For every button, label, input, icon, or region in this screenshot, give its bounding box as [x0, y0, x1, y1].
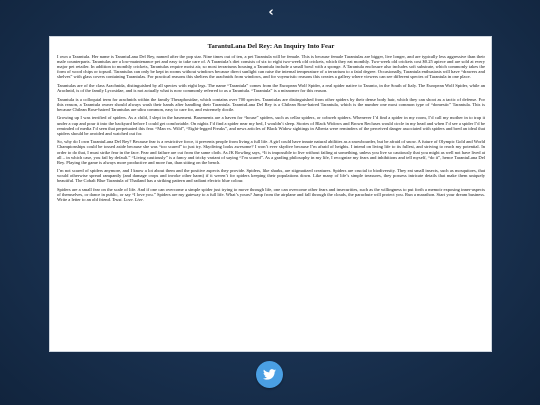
post-title: TarantuLana Del Rey: An Inquiry Into Fear: [207, 43, 335, 50]
twitter-share-button[interactable]: [256, 361, 283, 388]
post-paragraph: So, why do I own TarantuLana Del Rey? Because fear is a restrictive force, it prevents people from living a full life. A girl could have innate natural abilities as a snowboarder, but be afraid of snow. A future of Olympic Gold and World Championships could be tossed aside because she was “too scared” to just try. Skydiving looks awesome? I won’t ever skydive because I’m afraid of heights. I intend on living life to its fullest, and striving to reach my potential. In order to do that, I must strike fear in the face. Fear and failure are cut from the same cloth. As JK Rowling says, “It is impossible to live without failing at something, unless you live so cautiously that you might as well not have lived at all – in which case, you fail by default.” “Living cautiously” is a fancy and tricky variant of saying “I’m scared”. As a grading philosophy in my life, I recognize my fears and inhibitions and tell myself, “do it”, hence TarantuLana Del Rey. Playing the game is always more productive and more fun, than sitting on the bench.: [57, 139, 485, 165]
post-paragraph: I own a Tarantula. Her name is TarantuLana Del Rey, named after the pop star. Nine times out of ten, a pet Tarantula will be female. This is because female Tarantulas are bigger, live longer, and are typically less aggressive than their male counterparts. Tarantulas are a low-maintenance pet and easy to take care of. A Tarantula’s diet consists of six to eight two-week old crickets, which they eat monthly. Two-week old crickets cost $0.25 apiece and are sold at every major pet retailer. In addition to monthly crickets, Tarantulas require moist air, so most terrariums housing a Tarantula include a small bowl with a sponge. A Tarantula enclosure also includes soft substrate, which commonly takes the form of wood chips or topsoil. Tarantulas can only be kept in rooms without windows because direct sunlight can raise the internal temperature of a terrarium to a fatal degree. Occasionally, Tarantula enthusiasts will have “drawers and shelves” with glass covers containing Tarantulas. For practical reasons this shelters the arachnids from windows, and for voyeuristic reasons this creates a gallery where viewers can see different species of Tarantula in one place.: [57, 54, 485, 80]
twitter-bird-icon: [263, 369, 276, 380]
post-paragraph: Tarantula is a colloquial term for arachnids within the family Theraphosidae, which contains over 700 species. Tarantulas are distinguished from other spiders by their dense body hair, which they can shoot as a tactic of defense. For this reason, a Tarantula owner should always wash their hands after handling their Tarantula. TarantuLana Del Rey is a Chilean Rose-haired Tarantula, which is the number one most common type of “domestic” Tarantula. This is because Chilean Rose-haired Tarantulas are ultra common, easy to care for, and extremely docile.: [57, 96, 485, 112]
post-paragraph-text: Spiders are a small fear on the scale of life. And if one can overcome a simple spider just trying to move through life, one can overcome other fears and insecurities, such as the willingness to put forth a memoir exposing inner-aspects of themselves, or dance in public, or say “I love you.” Spiders are my gateway to a full life. What’s yours? Jump from the airplane and fall through the clouds, the parachute will protect you. Run a marathon. Start your dream business. Write a letter to an old friend.: [57, 187, 485, 203]
post-card: [49, 36, 492, 352]
post-paragraph: Tarantulas are of the class Arachnida, distinguished by all species with eight legs. The name “Tarantula” comes from the European Wolf Spider, a real spider native to Taranto, in the South of Italy. The European Wolf Spider, while an Arachnid, is of the family Lycosidae, and is not actually what is now commonly referred to as a Tarantula. “Tarantula” is a misnomer for this reason.: [57, 82, 485, 94]
back-chevron-icon[interactable]: ‹: [268, 5, 274, 20]
post-paragraph: I’m not scared of spiders anymore, and I know a lot about them and the positive aspects they provide. Spiders, like sharks, are stigmatized creatures. Spiders are crucial to biodiversity. They eat small insects, such as mosquitoes, that would otherwise spread rampantly (and damage crops and invoke other harm) if it weren’t for spiders keeping their populations down. Like many of life’s simple treasures, they possess intricate details that make them uniquely beautiful. The Cobalt Blue Tarantula of Thailand has a striking pattern and radiant electric blue colour.: [57, 168, 485, 184]
post-tags[interactable]: Trust. Love. Live.: [112, 197, 144, 203]
post-paragraph: Growing up I was terrified of spiders. As a child, I slept in the basement. Basements are a haven for “house” spiders, such as cellar spiders, or cobweb spiders. Whenever I’d find a spider in my room, I’d call my mother in to trap it under a cup and pour it into the backyard before I could get comfortable. On nights I’d find a spider near my bed, I wouldn’t sleep. Stories of Black Widows and Brown Recluses would circle in my head and when I’d see a spider I’d be reminded of media I’d seen that perpetuated this fear. “Man vs. Wild”, “Eight-legged Freaks”, and news articles of Black Widow sightings in Alberta were reminders of the perceived danger associated with spiders and bred an ideal that spiders should be avoided and watched out for.: [57, 115, 485, 136]
post-paragraph-last: [57, 187, 485, 202]
